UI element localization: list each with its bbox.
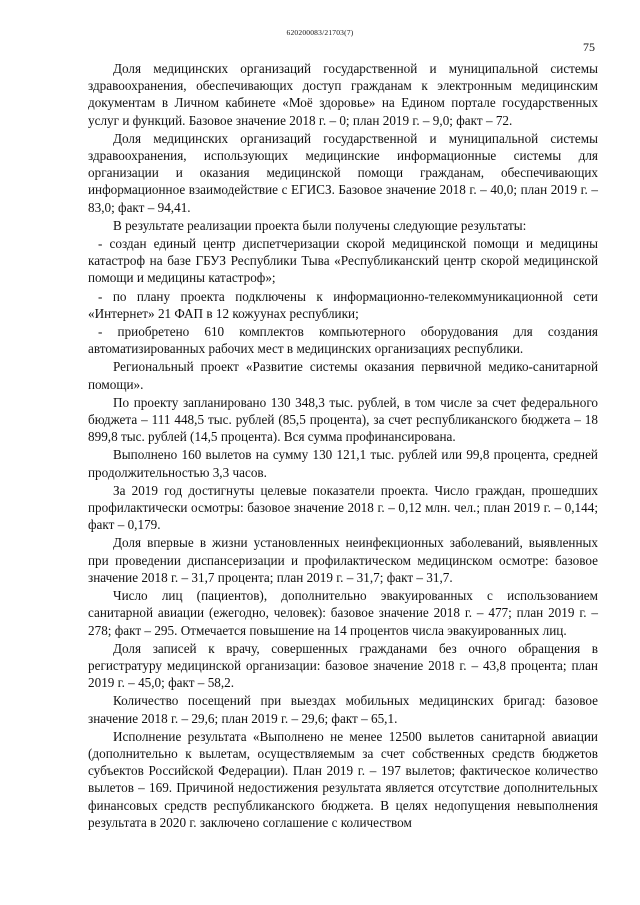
- paragraph: Число лиц (пациентов), дополнительно эвакуированных с использованием санитарной авиации (ежегодно, человек): базовое значение 2018 г. – 477; план 2019 г. – 278; факт – 295. Отмечается повышение на 14 процентов числа эвакуированных лиц.: [88, 588, 598, 638]
- paragraph: Доля записей к врачу, совершенных гражданами без очного обращения в регистратуру медицинской организации: базовое значение 2018 г. – 43,8 процента; план 2019 г. – 45,0; факт – 58,2.: [88, 640, 598, 691]
- paragraph: Исполнение результата «Выполнено не менее 12500 вылетов санитарной авиации (дополнительно к вылетам, осуществляемым за счет собственных средств бюджетов субъектов Российской Федерации). План 2019 г. – 197 вылетов; фактическое количество вылетов – 169. Причиной недостижения результата является отсутствие дополнительных финансовых средств республиканского бюджета. В целях недопущения невыполнения результата в 2020 г. заключено соглашение с количеством: [88, 728, 598, 830]
- document-id: 620200083/21703(7): [286, 28, 354, 37]
- paragraph: Доля медицинских организаций государственной и муниципальной системы здравоохранения, использующих медицинские информационные системы для организации и оказания медицинской помощи гражданам, обеспечивающих информационное взаимодействие с ЕГИСЗ. Базовое значение 2018 г. – 40,0; план 2019 г. – 83,0; факт – 94,41.: [88, 130, 598, 215]
- list-item: - создан единый центр диспетчеризации скорой медицинской помощи и медицины катастроф на базе ГБУЗ Республики Тыва «Республиканский центр скорой медицинской помощи и медицины катастроф»;: [88, 236, 598, 286]
- page-body: [88, 60, 598, 832]
- paragraph: В результате реализации проекта были получены следующие результаты:: [113, 217, 527, 233]
- paragraph: Выполнено 160 вылетов на сумму 130 121,1 тыс. рублей или 99,8 процента, средней продолжительностью 3,3 часов.: [88, 447, 598, 480]
- list-item: - приобретено 610 комплектов компьютерного оборудования для создания автоматизированных рабочих мест в медицинских организациях республики.: [88, 324, 598, 357]
- paragraph: Доля впервые в жизни установленных неинфекционных заболеваний, выявленных при проведении диспансеризации и профилактическом медицинском осмотре: базовое значение 2018 г. – 31,7 процента; план 2019 г. – 31,7; факт – 31,7.: [88, 535, 598, 585]
- paragraph: Региональный проект «Развитие системы оказания первичной медико-санитарной помощи».: [88, 359, 598, 392]
- paragraph: По проекту запланировано 130 348,3 тыс. рублей, в том числе за счет федерального бюджета – 111 448,5 тыс. рублей (85,5 процента), за счет республиканского бюджета – 18 899,8 тыс. рублей (14,5 процента). Вся сумма профинансирована.: [88, 394, 598, 445]
- paragraph: Доля медицинских организаций государственной и муниципальной системы здравоохранения, обеспечивающих доступ гражданам к электронным медицинским документам в Личном кабинете «Моё здоровье» на Едином портале государственных услуг и функций. Базовое значение 2018 г. – 0; план 2019 г. – 9,0; факт – 72.: [88, 61, 598, 128]
- paragraph: За 2019 год достигнуты целевые показатели проекта. Число граждан, прошедших профилактически осмотры: базовое значение 2018 г. – 0,12 млн. чел.; план 2019 г. – 0,144; факт – 0,179.: [88, 482, 598, 533]
- paragraph: Количество посещений при выездах мобильных медицинских бригад: базовое значение 2018 г. – 29,6; план 2019 г. – 29,6; факт – 65,1.: [88, 693, 598, 726]
- page-number: 75: [583, 40, 595, 54]
- list-item: - по плану проекта подключены к информационно-телекоммуникационной сети «Интернет» 21 ФАП в 12 кожуунах республики;: [88, 288, 598, 321]
